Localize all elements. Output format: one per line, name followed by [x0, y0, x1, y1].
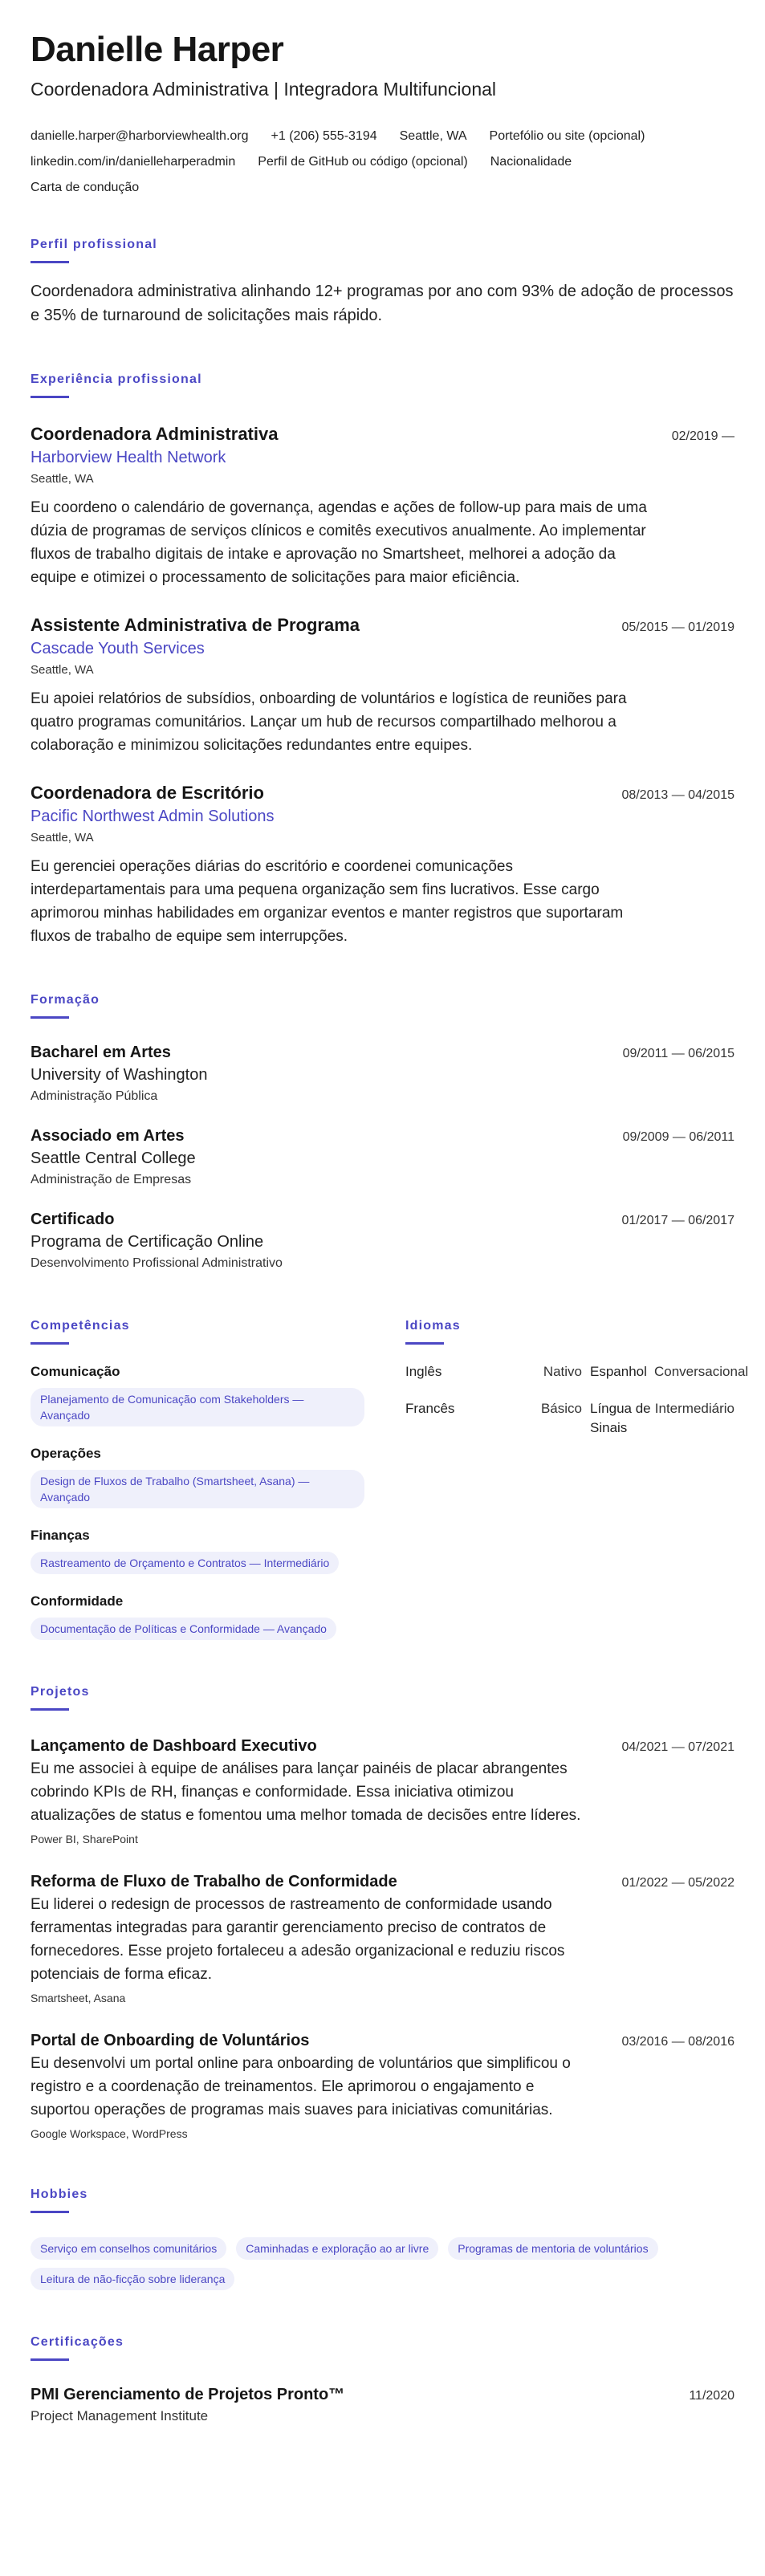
section-rule [31, 2211, 69, 2213]
hobby-list [31, 2229, 734, 2290]
headline: Coordenadora Administrativa | Integradora Multifuncional [31, 79, 497, 100]
section-rule [31, 2358, 69, 2361]
projects-section [31, 1683, 734, 2143]
school: University of Washington [31, 1066, 208, 1084]
project-description: Eu desenvolvi um portal online para onboarding de voluntários que simplificou o registro e a coordenação de treinamentos. Ele aprimorou o engajamento e suportou operações de programas mais suaves para iniciativas comunitárias. [31, 2055, 571, 2118]
job-location: Seattle, WA [31, 831, 94, 844]
project-dates: 03/2016 — 08/2016 [621, 2035, 734, 2049]
project-entry [31, 2029, 734, 2143]
section-rule [31, 261, 69, 263]
section-title: Hobbies [31, 2187, 88, 2201]
contact-email: danielle.harper@harborviewhealth.org [31, 129, 249, 143]
certification-name: PMI Gerenciamento de Projetos Pronto™ [31, 2386, 345, 2403]
project-dates: 04/2021 — 07/2021 [621, 1740, 734, 1754]
language-name: Espanhol [590, 1364, 647, 1379]
section-title: Experiência profissional [31, 372, 202, 386]
project-dates: 01/2022 — 05/2022 [621, 1876, 734, 1890]
job-dates: 05/2015 — 01/2019 [621, 621, 734, 634]
project-name: Portal de Onboarding de Voluntários [31, 2032, 310, 2049]
section-title: Certificações [31, 2335, 124, 2349]
skill-category: Operações [31, 1446, 101, 1461]
skills-section [31, 1317, 368, 1640]
language-level: Nativo [543, 1364, 582, 1379]
contact-nationality: Nacionalidade [490, 155, 572, 169]
job-location: Seattle, WA [31, 472, 94, 486]
skill-category: Comunicação [31, 1364, 120, 1379]
hobby-tag: Caminhadas e exploração ao ar livre [236, 2237, 438, 2260]
degree: Associado em Artes [31, 1127, 185, 1145]
contact-linkedin: linkedin.com/in/danielleharperadmin [31, 155, 236, 169]
section-title: Idiomas [405, 1319, 461, 1333]
contact-phone: +1 (206) 555-3194 [271, 129, 377, 143]
education-section [31, 991, 734, 1274]
section-title: Projetos [31, 1685, 90, 1699]
section-rule [31, 1708, 69, 1711]
degree: Certificado [31, 1211, 115, 1228]
language-level: Básico [540, 1401, 582, 1416]
job-location: Seattle, WA [31, 663, 94, 677]
job-dates: 02/2019 — [671, 429, 734, 443]
certification-issuer: Project Management Institute [31, 2408, 209, 2423]
project-tech: Smartsheet, Asana [31, 1992, 126, 2004]
contact-location: Seattle, WA [399, 129, 467, 143]
certification-date: 11/2020 [689, 2389, 734, 2403]
job-title: Assistente Administrativa de Programa [31, 615, 360, 635]
skill-tag: Rastreamento de Orçamento e Contratos — Intermediário [31, 1552, 339, 1574]
field-of-study: Administração de Empresas [31, 1173, 192, 1186]
language-level: Conversacional [654, 1364, 749, 1379]
education-dates: 01/2017 — 06/2017 [621, 1214, 734, 1227]
contact-license: Carta de condução [31, 181, 140, 194]
section-title: Competências [31, 1319, 130, 1333]
education-entry [31, 1041, 734, 1107]
job-description: Eu coordeno o calendário de governança, agendas e ações de follow-up para mais de uma dúzia de programas de serviços clínicos e comitês executivos anualmente. Ao implementar fluxos de trabalho digitais de intake e aprovação no Smartsheet, melhorei a adoção da equipe e otimizei o processamento de solicitações para maior eficiência. [31, 499, 647, 586]
job-company: Pacific Northwest Admin Solutions [31, 808, 275, 825]
certification-entry [31, 2383, 734, 2427]
experience-entry [31, 422, 734, 589]
project-name: Lançamento de Dashboard Executivo [31, 1737, 317, 1755]
degree: Bacharel em Artes [31, 1044, 171, 1061]
skill-category: Conformidade [31, 1593, 124, 1609]
job-company: Cascade Youth Services [31, 640, 205, 657]
project-description: Eu me associei à equipe de análises para lançar painéis de placar abrangentes cobrindo KPIs de RH, finanças e conformidade. Essa iniciativa otimizou atualizações de status e fomentou uma melhor tomada de decisões entre líderes. [31, 1760, 581, 1824]
profile-summary: Coordenadora administrativa alinhando 12+ programas por ano com 93% de adoção de processos e 35% de turnaround de solicitações mais rápido. [31, 283, 734, 324]
skill-category: Finanças [31, 1528, 90, 1543]
project-description: Eu liderei o redesign de processos de rastreamento de conformidade usando ferramentas integradas para garantir gerenciamento preciso de contratos de fornecedores. Esse projeto fortaleceu a adesão organizacional e reduziu riscos potenciais de forma eficaz. [31, 1896, 565, 1983]
education-entry [31, 1125, 734, 1190]
experience-entry [31, 613, 734, 757]
experience-entry [31, 781, 734, 948]
hobby-tag: Leitura de não-ficção sobre liderança [31, 2268, 234, 2290]
experience-section [31, 371, 734, 948]
skill-tag: Planejamento de Comunicação com Stakeholders — Avançado [31, 1388, 364, 1426]
job-description: Eu apoiei relatórios de subsídios, onboarding de voluntários e logística de reuniões para quatro programas comunitários. Lançar um hub de recursos compartilhado melhorou a colaboração e minimizou solicitações redundantes entre equipes. [31, 690, 627, 754]
hobbies-section [31, 2186, 734, 2290]
language-row [405, 1399, 734, 1438]
contact-portfolio: Portefólio ou site (opcional) [489, 129, 645, 143]
education-entry [31, 1208, 734, 1274]
school: Programa de Certificação Online [31, 1233, 264, 1251]
field-of-study: Desenvolvimento Profissional Administrativo [31, 1256, 283, 1270]
project-tech: Google Workspace, WordPress [31, 2127, 188, 2140]
candidate-name: Danielle Harper [31, 30, 284, 69]
contact-github: Perfil de GitHub ou código (opcional) [258, 155, 468, 169]
school: Seattle Central College [31, 1150, 196, 1167]
section-title: Perfil profissional [31, 238, 157, 251]
project-name: Reforma de Fluxo de Trabalho de Conformidade [31, 1873, 397, 1890]
section-rule [31, 1016, 69, 1019]
job-title: Coordenadora Administrativa [31, 424, 279, 444]
education-dates: 09/2009 — 06/2011 [622, 1130, 734, 1144]
profile-section [31, 236, 734, 328]
section-title: Formação [31, 993, 100, 1007]
field-of-study: Administração Pública [31, 1089, 158, 1103]
contact-info [31, 124, 734, 201]
hobby-tag: Programas de mentoria de voluntários [448, 2237, 657, 2260]
education-dates: 09/2011 — 06/2015 [622, 1047, 734, 1060]
certifications-section [31, 2334, 734, 2427]
languages-section [405, 1317, 749, 1640]
job-description: Eu gerenciei operações diárias do escritório e coordenei comunicações interdepartamentais para uma pequena organização sem fins lucrativos. Esse cargo aprimorou minhas habilidades em organizar eventos e manter registros que suportaram fluxos de trabalho de equipe sem interrupções. [31, 858, 624, 945]
skills-languages-row [31, 1317, 749, 1640]
job-title: Coordenadora de Escritório [31, 783, 264, 803]
project-entry [31, 1735, 734, 1848]
hobby-tag: Serviço em conselhos comunitários [31, 2237, 226, 2260]
section-rule [31, 396, 69, 398]
language-name: Inglês [405, 1364, 442, 1379]
section-rule [405, 1342, 444, 1345]
skill-tag: Documentação de Políticas e Conformidade — Avançado [31, 1618, 336, 1640]
language-level: Intermediário [654, 1401, 734, 1416]
section-rule [31, 1342, 69, 1345]
skill-tag: Design de Fluxos de Trabalho (Smartsheet, Asana) — Avançado [31, 1470, 364, 1508]
language-row [405, 1362, 749, 1382]
language-name: Francês [405, 1401, 455, 1416]
project-entry [31, 1870, 734, 2007]
job-dates: 08/2013 — 04/2015 [621, 788, 734, 802]
project-tech: Power BI, SharePoint [31, 1833, 138, 1846]
language-name: Língua de Sinais [590, 1401, 651, 1435]
job-company: Harborview Health Network [31, 449, 226, 466]
